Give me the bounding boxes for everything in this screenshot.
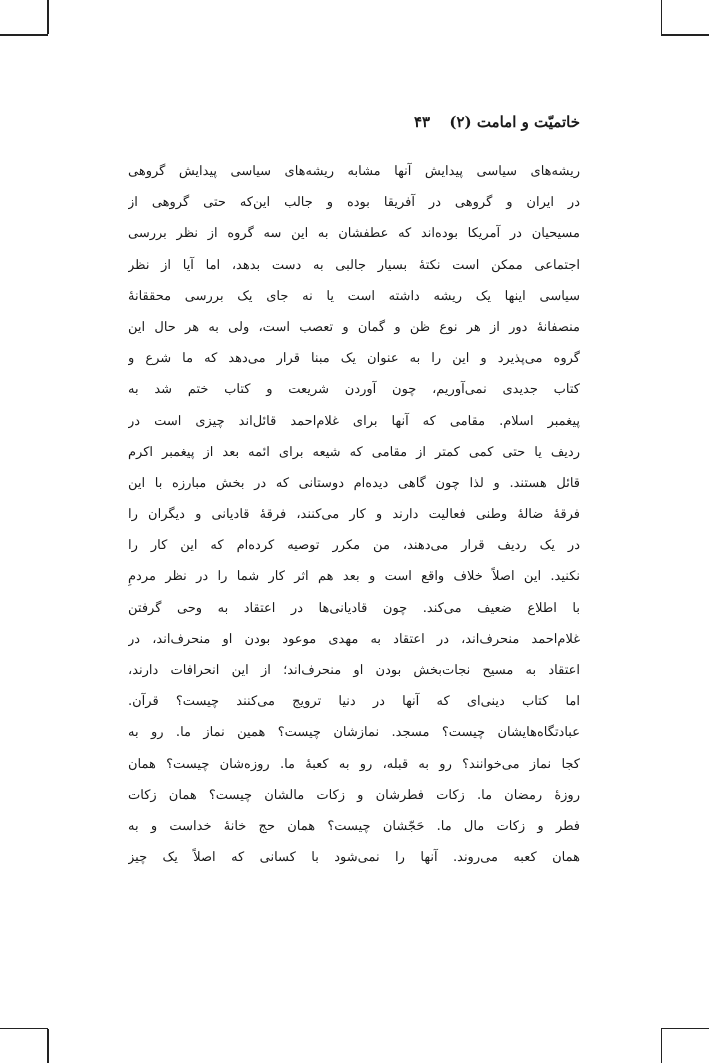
text-line: پیغمبر اسلام. مقامی که آنها برای غلام‌احمد قائل‌اند چیزی است در: [128, 413, 580, 429]
text-line: اعتقاد به مسیح نجات‌بخش بودن او منحرف‌اند؛ از این انحرافات دارند،: [128, 663, 580, 678]
text-line: فرقهٔ ضالهٔ وطنی فعالیت دارند و کار می‌کنند، فرقهٔ قادیانی و دیگران را: [128, 507, 580, 523]
crop-mark-bottom-right-horizontal: [661, 1028, 709, 1030]
text-line: روزهٔ رمضان ما. زکات فطرشان و زکات مالشان چیست؟ همان زکات: [128, 787, 580, 803]
crop-mark-bottom-left-horizontal: [0, 1028, 48, 1030]
crop-mark-top-right-horizontal: [661, 34, 709, 36]
text-line: ریشه‌های سیاسی پیدایش آنها مشابه ریشه‌های سیاسی پیدایش گروهی: [128, 164, 580, 179]
text-line: اجتماعی ممکن است نکتهٔ بسیار جالبی به دست بدهد، اما آیا از نظر: [128, 257, 580, 273]
crop-mark-top-left-horizontal: [0, 34, 48, 36]
text-line: با اطلاع ضعیف می‌کند. چون قادیانی‌ها در اعتقاد به وحی گرفتن: [128, 600, 580, 616]
text-line: نکنید. این اصلاً خلاف واقع است و بعد هم اثر کار شما را در نظر مردمِ: [128, 569, 580, 585]
text-line: کتاب جدیدی نمی‌آوریم، چون آوردن شریعت و کتاب ختم شد به: [128, 382, 580, 398]
text-line: در یک ردیف قرار می‌دهند، من مکرر توصیه کرده‌ام که این کار را: [128, 538, 580, 554]
text-line: همان کعبه می‌روند. آنها را نمی‌شود با کسانی که اصلاً یک چیز: [128, 850, 580, 866]
body-paragraph: [128, 156, 580, 873]
text-line: در ایران و گروهی در آفریقا بوده و جالب این‌که حتی گروهی از: [128, 195, 580, 211]
running-head: [128, 112, 580, 132]
text-line: اما کتاب دینی‌ای که آنها در دنیا ترویج می‌کنند چیست؟ قرآن.: [128, 694, 580, 710]
text-line: کجا نماز می‌خوانند؟ رو به قبله، رو به کعبهٔ ما. روزه‌شان چیست؟ همان: [128, 756, 580, 772]
running-head-title: خاتمیّت و امامت (۲): [449, 113, 580, 131]
page-number: ۴۳: [413, 113, 431, 131]
text-line: عبادتگاه‌هایشان چیست؟ مسجد. نمازشان چیست؟ همین نماز ما. رو به: [128, 725, 580, 741]
text-line: غلام‌احمد منحرف‌اند، در اعتقاد به مهدی موعود بودن او منحرف‌اند، در: [128, 631, 580, 647]
crop-mark-bottom-right-vertical: [661, 1029, 663, 1063]
text-line: مسیحیان در آمریکا بوده‌اند که عطفشان به این سه گروه از نظر بررسی: [128, 226, 580, 242]
text-line: قائل هستند. و لذا چون گاهی دیده‌ام دوستانی که در بخش مبارزه با این: [128, 475, 580, 491]
crop-mark-top-left-vertical: [47, 0, 49, 34]
text-line: گروه می‌پذیرد و این را به عنوان یک مبنا قرار می‌دهد که ما شرع و: [128, 351, 580, 367]
text-line: منصفانهٔ دور از هر نوع ظن و گمان و تعصب است، ولی به هر حال این: [128, 319, 580, 335]
crop-mark-top-right-vertical: [661, 0, 663, 34]
text-line: ردیف یا حتی کمی کمتر از مقامی که شیعه برای ائمه بعد از پیغمبر اکرم: [128, 444, 580, 460]
text-line: فطر و زکات مال ما. حَجّشان چیست؟ همان حج خانهٔ خداست و به: [128, 818, 580, 834]
text-line: سیاسی اینها یک ریشه داشته است یا نه جای یک بررسی محققانهٔ: [128, 288, 580, 304]
crop-mark-bottom-left-vertical: [47, 1029, 49, 1063]
